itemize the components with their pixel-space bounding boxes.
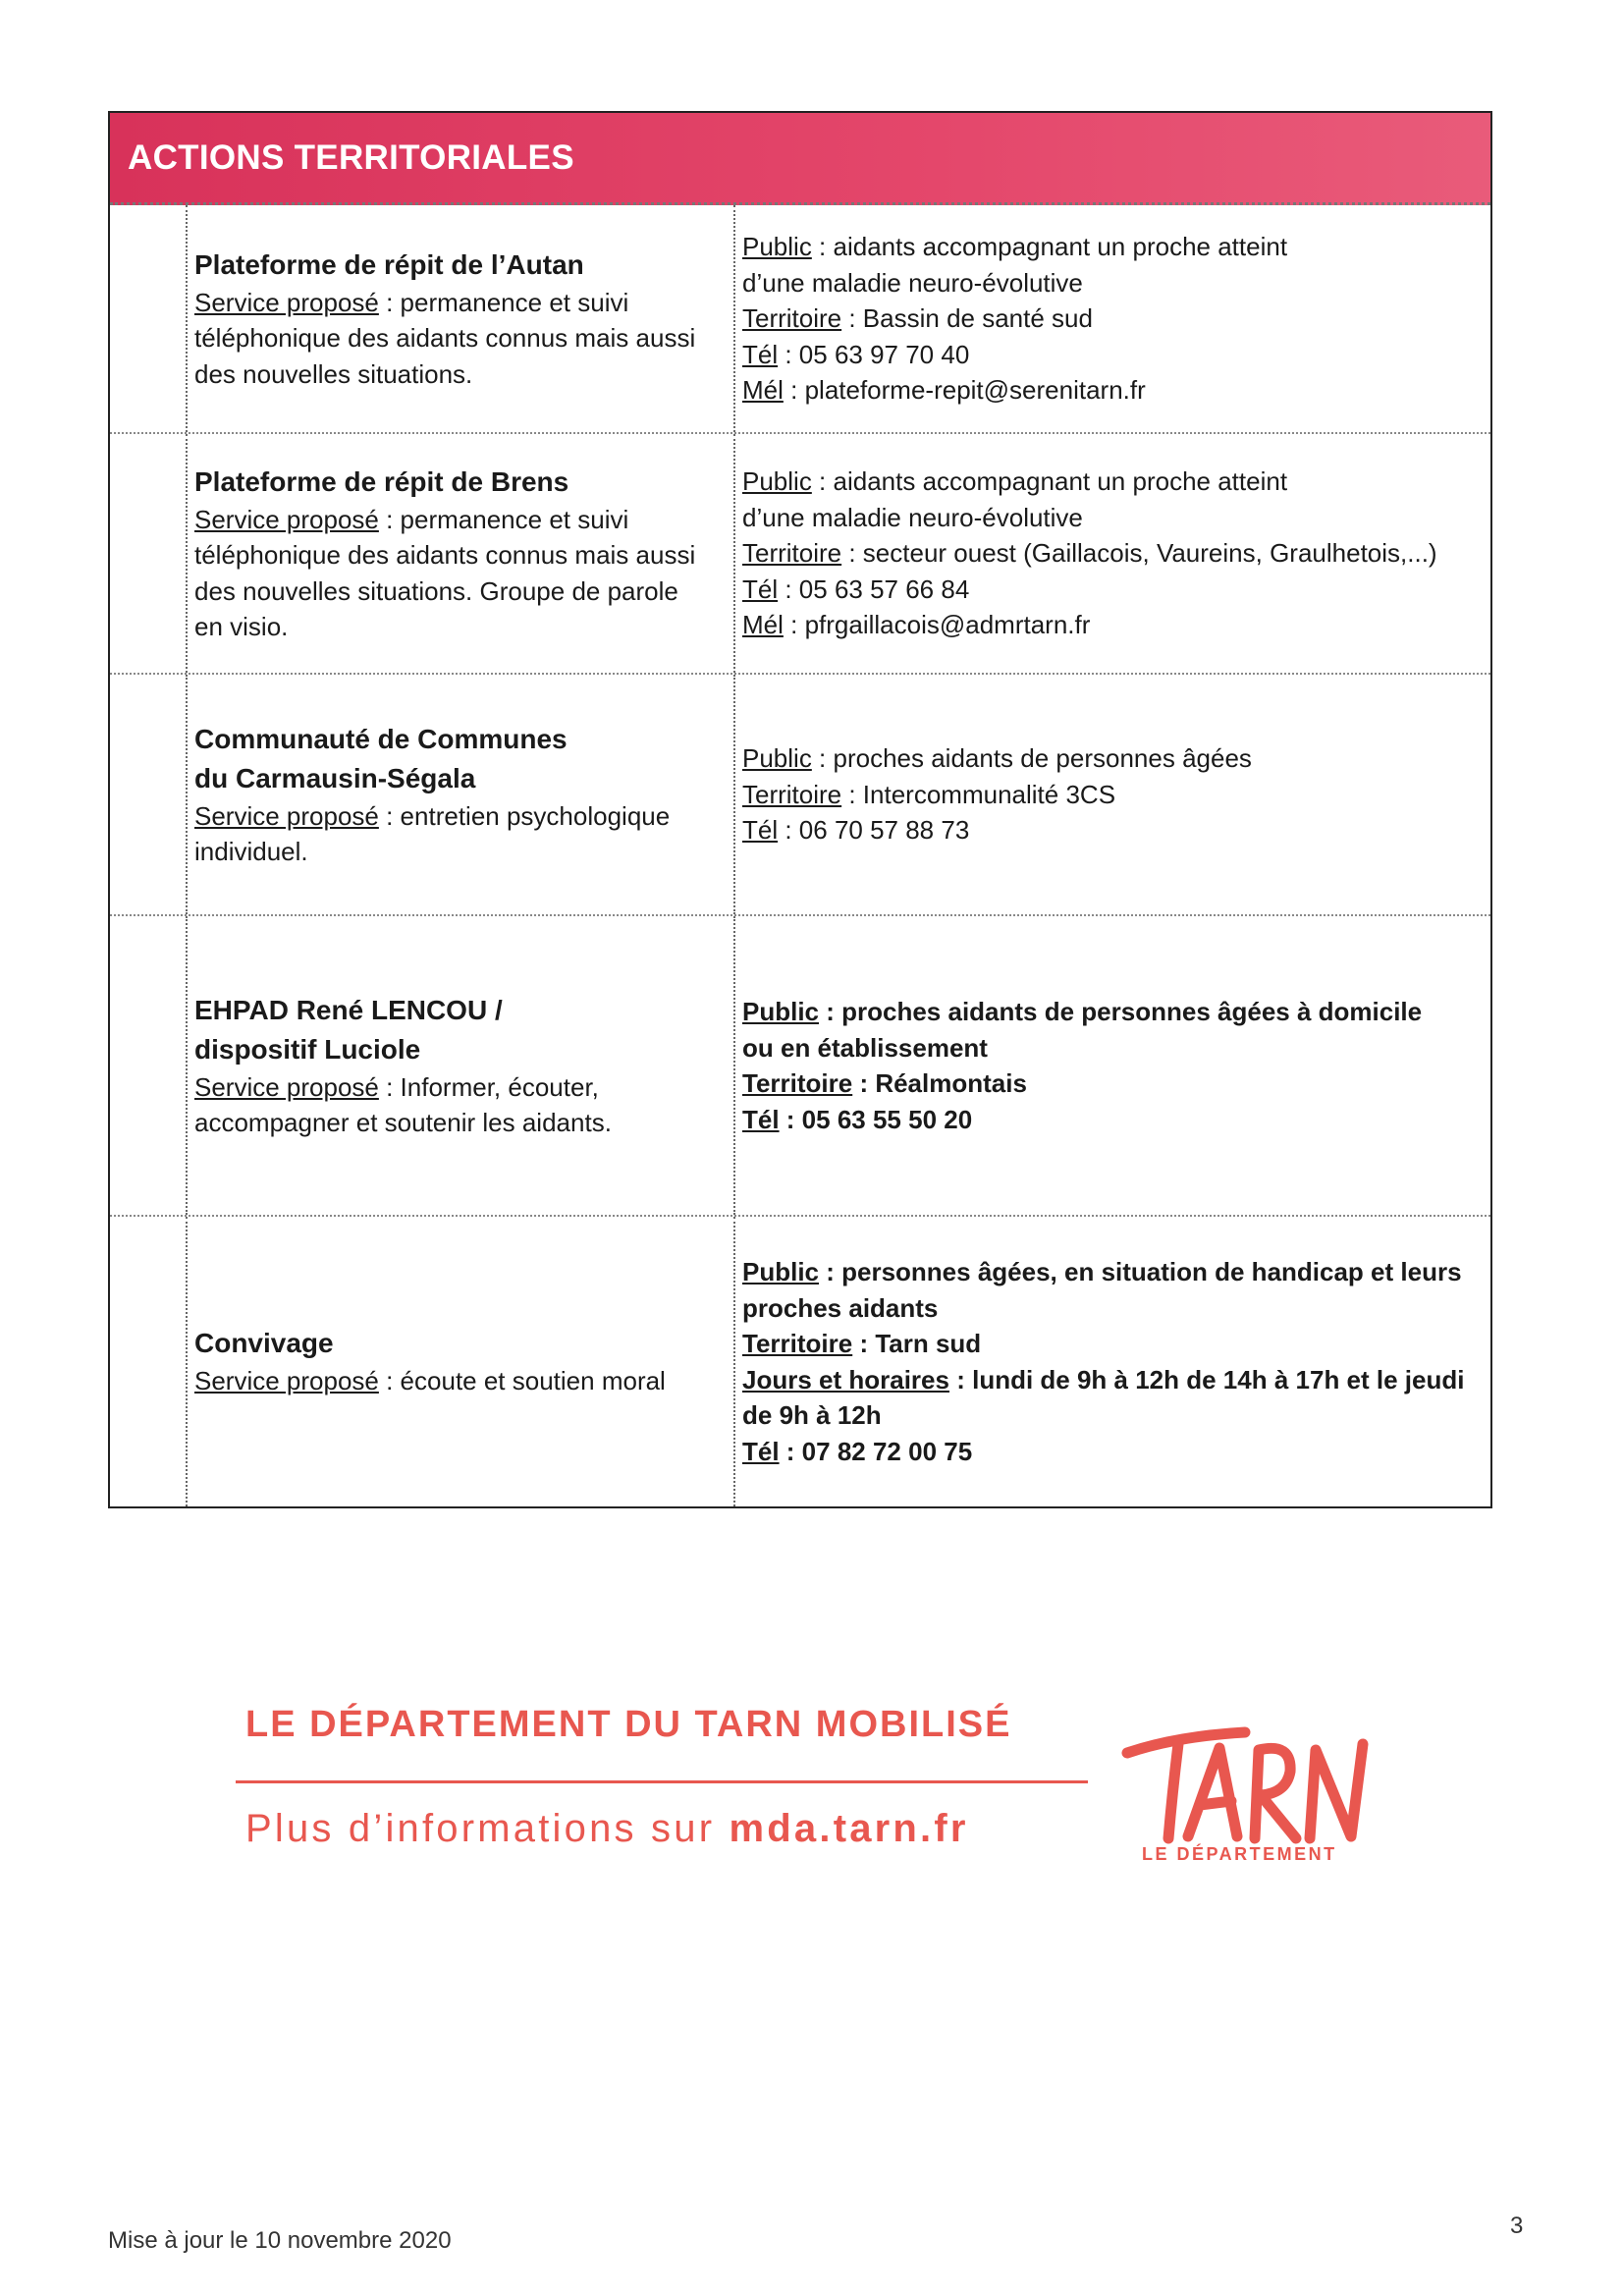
mel-label: Mél [742, 610, 784, 640]
service-label: Service proposé [194, 287, 379, 317]
mel-text: : pfrgaillacois@admrtarn.fr [783, 610, 1091, 640]
logo-subtitle: LE DÉPARTEMENT [1142, 1844, 1337, 1864]
logo-n [1310, 1744, 1363, 1838]
public-text: : personnes âgées, en situation de handicap et leurs [819, 1257, 1462, 1286]
org-name: du Carmausin-Ségala [194, 762, 476, 793]
service-label: Service proposé [194, 1071, 379, 1102]
territoire-label: Territoire [742, 303, 842, 334]
territoire-label: Territoire [742, 538, 842, 569]
public-text: ou en établissement [742, 1032, 988, 1063]
org-cell [194, 1217, 730, 1506]
service-text: téléphonique des aidants connus mais aussi [194, 540, 696, 570]
tel-label: Tél [742, 1436, 780, 1466]
tel-text: : 06 70 57 88 73 [778, 815, 970, 846]
territoire-label: Territoire [742, 1329, 853, 1358]
service-text: : entretien psychologique [378, 800, 671, 831]
public-label: Public [742, 1257, 820, 1286]
public-text: : proches aidants de personnes âgées [811, 743, 1252, 774]
public-label: Public [742, 997, 820, 1026]
org-name: dispositif Luciole [194, 1033, 421, 1065]
service-text: des nouvelles situations. Groupe de parole [194, 575, 678, 606]
table-row [110, 1217, 1490, 1506]
service-text: des nouvelles situations. [194, 358, 473, 389]
details-cell [742, 434, 1496, 673]
table-row [110, 675, 1490, 916]
service-text: : permanence et suivi [378, 504, 629, 534]
tel-label: Tél [742, 1104, 780, 1134]
service-text: : Informer, écouter, [378, 1071, 599, 1102]
table-header [110, 113, 1490, 205]
public-text: d’une maladie neuro-évolutive [742, 267, 1083, 298]
service-text: téléphonique des aidants connus mais aussi [194, 323, 696, 354]
territoire-label: Territoire [742, 779, 842, 809]
details-cell [742, 1217, 1496, 1506]
actions-table [108, 111, 1492, 1508]
org-cell [194, 916, 730, 1215]
mel-text: : plateforme-repit@serenitarn.fr [783, 375, 1146, 406]
territoire-text: : Intercommunalité 3CS [841, 779, 1116, 809]
org-name: EHPAD René LENCOU / [194, 994, 503, 1025]
org-name: Plateforme de répit de l’Autan [194, 248, 584, 280]
logo-t-bar [1127, 1732, 1245, 1753]
tel-text: : 07 82 72 00 75 [779, 1436, 973, 1466]
tel-text: : 05 63 57 66 84 [778, 574, 970, 604]
service-label: Service proposé [194, 504, 379, 534]
footer-info-prefix: Plus d’informations sur [245, 1807, 730, 1850]
table-row [110, 205, 1490, 434]
org-cell [194, 434, 730, 673]
public-text: d’une maladie neuro-évolutive [742, 502, 1083, 532]
tel-label: Tél [742, 574, 779, 604]
org-name: Communauté de Communes [194, 723, 568, 754]
service-text: : permanence et suivi [378, 287, 629, 317]
footer-info [245, 1807, 969, 1851]
logo-t-stem [1168, 1744, 1178, 1838]
page-number: 3 [1510, 2213, 1524, 2239]
details-cell [742, 675, 1496, 914]
tel-label: Tél [742, 339, 779, 369]
table-row [110, 916, 1490, 1217]
public-text: : aidants accompagnant un proche atteint [811, 466, 1288, 497]
section-title: ACTIONS TERRITORIALES [128, 137, 574, 177]
org-cell [194, 205, 730, 432]
service-label: Service proposé [194, 1366, 379, 1396]
tel-label: Tél [742, 815, 779, 846]
footer-divider [236, 1780, 1088, 1783]
public-text: : proches aidants de personnes âgées à domicile [819, 997, 1423, 1026]
tarn-logo-icon [1117, 1699, 1392, 1866]
service-text: individuel. [194, 837, 308, 866]
footer-url-link[interactable]: mda.tarn.fr [729, 1807, 969, 1850]
footer-title: LE DÉPARTEMENT DU TARN MOBILISÉ [245, 1704, 1012, 1745]
service-text: en visio. [194, 612, 289, 641]
table-row [110, 434, 1490, 675]
logo-r [1255, 1748, 1296, 1838]
territoire-text: : Bassin de santé sud [841, 303, 1093, 334]
service-label: Service proposé [194, 800, 379, 831]
tel-text: : 05 63 97 70 40 [778, 339, 970, 369]
hours-text: de 9h à 12h [742, 1400, 882, 1430]
details-cell [742, 916, 1496, 1215]
territoire-text: : Tarn sud [852, 1329, 982, 1358]
territoire-text: : Réalmontais [852, 1068, 1027, 1098]
update-date: Mise à jour le 10 novembre 2020 [108, 2227, 452, 2254]
tel-text: : 05 63 55 50 20 [779, 1104, 973, 1134]
mel-label: Mél [742, 375, 784, 406]
service-text: accompagner et soutenir les aidants. [194, 1108, 612, 1137]
territoire-label: Territoire [742, 1068, 853, 1098]
public-label: Public [742, 743, 812, 774]
public-text: : aidants accompagnant un proche atteint [811, 232, 1288, 262]
logo-a [1188, 1748, 1237, 1836]
territoire-text: : secteur ouest (Gaillacois, Vaureins, Graulhetois,...) [841, 538, 1437, 569]
hours-label: Jours et horaires [742, 1364, 949, 1394]
public-label: Public [742, 466, 812, 497]
org-name: Convivage [194, 1328, 334, 1359]
org-cell [194, 675, 730, 914]
org-name: Plateforme de répit de Brens [194, 465, 569, 497]
details-cell [742, 205, 1496, 432]
public-label: Public [742, 232, 812, 262]
public-text: proches aidants [742, 1292, 939, 1323]
hours-text: : lundi de 9h à 12h de 14h à 17h et le jeudi [948, 1364, 1465, 1394]
service-text: : écoute et soutien moral [378, 1366, 666, 1396]
